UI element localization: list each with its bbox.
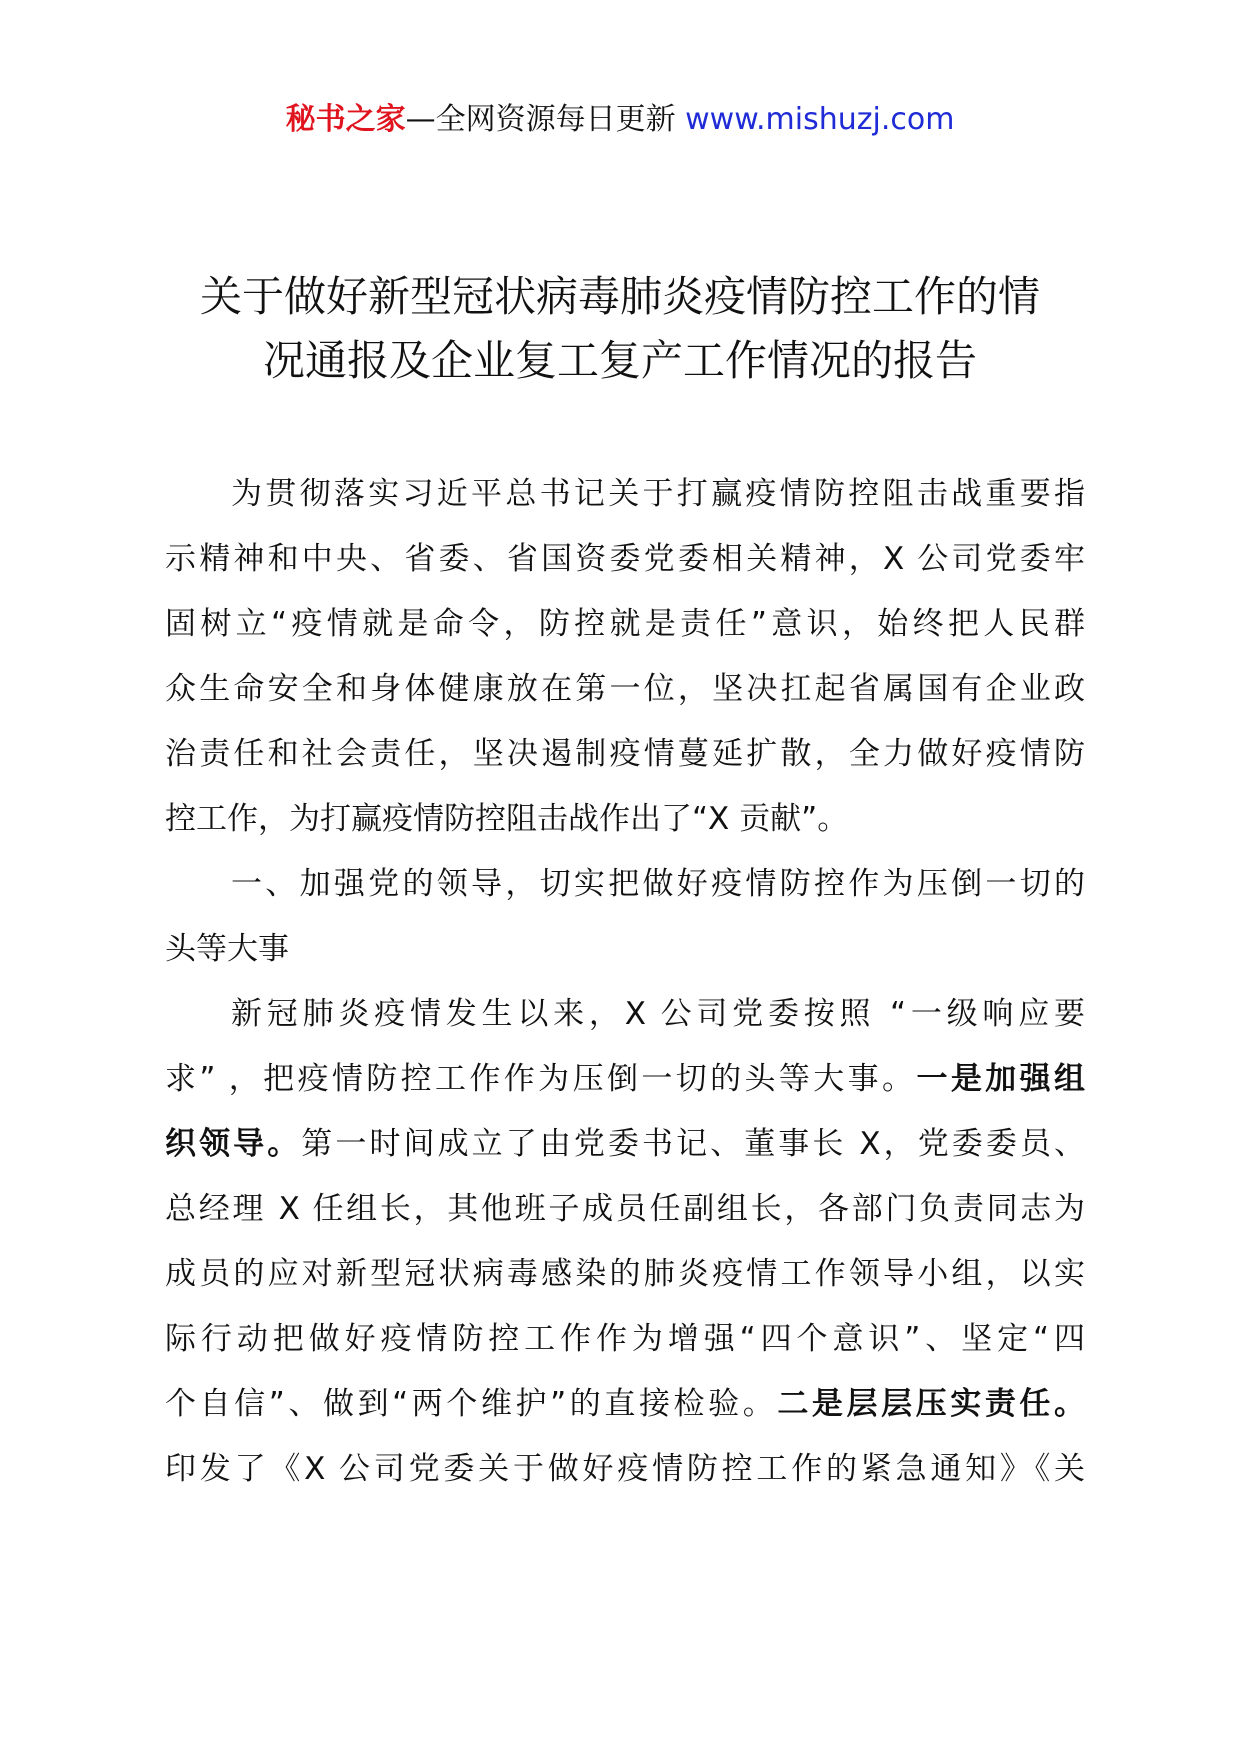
site-brand: 秘书之家 bbox=[285, 102, 406, 137]
text-run: 求” ，把疫情防控工作作为压倒一切的头等大事。 bbox=[165, 1061, 917, 1097]
text-line: 固树立“疫情就是命令，防控就是责任”意识，始终把人民群 bbox=[165, 606, 1085, 642]
text-line: 际行动把做好疫情防控工作作为增强“四个意识”、坚定“四 bbox=[165, 1321, 1085, 1357]
text-line: 总经理 X 任组长，其他班子成员任副组长，各部门负责同志为 bbox=[165, 1191, 1085, 1227]
section-1-paragraph bbox=[165, 982, 1085, 1502]
text-line: 众生命安全和身体健康放在第一位，坚决扛起省属国有企业政 bbox=[165, 671, 1085, 707]
intro-paragraph bbox=[165, 462, 1085, 852]
title-line-1: 关于做好新型冠状病毒肺炎疫情防控工作的情 bbox=[199, 272, 1040, 321]
document-title bbox=[160, 265, 1080, 393]
text-line bbox=[165, 1047, 1085, 1112]
bold-lead-phrase: 二是层层压实责任。 bbox=[777, 1386, 1085, 1422]
text-line bbox=[165, 1112, 1085, 1177]
text-line: 印发了《X 公司党委关于做好疫情防控工作的紧急通知》《关 bbox=[165, 1451, 1085, 1487]
text-line: 成员的应对新型冠状病毒感染的肺炎疫情工作领导小组，以实 bbox=[165, 1256, 1085, 1292]
text-line bbox=[165, 1372, 1085, 1437]
heading-line: 一、加强党的领导，切实把做好疫情防控作为压倒一切的 bbox=[231, 866, 1085, 902]
bold-lead-phrase: 织领导。 bbox=[165, 1126, 302, 1162]
text-line: 治责任和社会责任，坚决遏制疫情蔓延扩散，全力做好疫情防 bbox=[165, 736, 1085, 772]
text-line: 控工作，为打赢疫情防控阻击战作出了“X 贡献”。 bbox=[165, 801, 849, 837]
site-url-link[interactable]: www.mishuzj.com bbox=[685, 102, 955, 137]
text-run: 个自信”、做到“两个维护”的直接检验。 bbox=[165, 1386, 778, 1422]
bold-lead-phrase: 一是加强组 bbox=[916, 1061, 1086, 1097]
text-line: 示精神和中央、省委、省国资委党委相关精神，X 公司党委牢 bbox=[165, 541, 1085, 577]
site-tagline: —全网资源每日更新 bbox=[405, 102, 686, 137]
text-run: 第一时间成立了由党委书记、董事长 X，党委委员、 bbox=[301, 1126, 1086, 1162]
text-line: 为贯彻落实习近平总书记关于打赢疫情防控阻击战重要指 bbox=[231, 476, 1085, 512]
heading-line: 头等大事 bbox=[165, 931, 289, 967]
title-line-2: 况通报及企业复工复产工作情况的报告 bbox=[262, 336, 977, 385]
text-line: 新冠肺炎疫情发生以来，X 公司党委按照 “一级响应要 bbox=[231, 996, 1085, 1032]
site-header bbox=[0, 100, 1240, 140]
document-body bbox=[165, 462, 1085, 1502]
section-heading-1 bbox=[165, 852, 1085, 982]
